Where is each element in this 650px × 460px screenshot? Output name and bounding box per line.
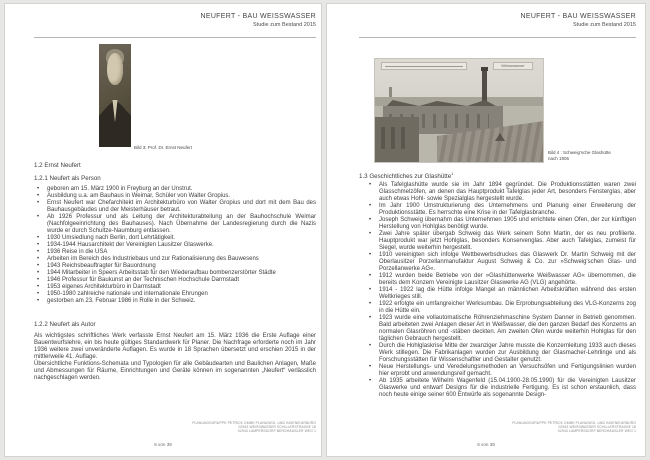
bullet-item: • Ausbildung u.a. am Bauhaus in Weimar, Schüler von Walter Gropius. xyxy=(34,193,316,200)
bullet-item: • 1922 erfolgte ein umfangreicher Werksumbau. Die Erprobungsabteilung des VLG-Konzerns zog in die Hütte ein. xyxy=(359,301,636,315)
bullet-item: • 1934-1944 Hausarchitekt der Vereinigten Lausitzer Glaswerke. xyxy=(34,242,316,249)
bullet-item: • 1923 wurde eine vollautomatische Röhrenziehmaschine System Danner in Betrieb genommen. Bald arbeiteten zwei Anlagen dieser Art in Weißwasser, die den ganzen Bedarf des Konzerns an normalen Glasröhren und -stäben deckten. Am zweiten Ofen wurde weiterhin Hohlglas für den täglichen Gebrauch hergestellt. xyxy=(359,315,636,343)
figure-caption-bild3: Bild 3: Prof. Dr. Ernst Neufert xyxy=(134,145,193,150)
section-heading-1-3 xyxy=(359,171,453,180)
bullet-item: • 1912 wurden beide Betriebe von der »Glashüttenwerke Weißwasser AG« übernommen, die bereits dem Konzern Vereinigte Lausitzer Glaswerke AG (VLG) angehörte. xyxy=(359,273,636,287)
ernst-neufert-portrait-photo xyxy=(99,44,131,147)
portrait-art xyxy=(107,53,124,85)
bullet-item: • 1930 Umsiedlung nach Berlin, dort Lehrtätigkeit. xyxy=(34,235,316,242)
document-page-5 xyxy=(4,3,322,457)
bullet-item: • Neue Herstellungs- und Veredelungsmethoden an Versuchsöfen und Fertigungslinien wurden hier erprobt und anwendungsreif gemacht. xyxy=(359,364,636,378)
bullet-item: • 1943 Reichsbeauftragter für Bauordnung xyxy=(34,263,316,270)
paragraph: Als wichtigstes schriftliches Werk verfasste Ernst Neufert am 15. März 1936 die Erste Auflage einer Bauentwurfslehre, ein bis heute gültiges Standardwerk für Planer. Die Nachfrage erforderte noch im Jahr 1936 weitere zwei unveränderte Auflagen. Es wurde in 18 Sprachen übersetzt und erschien 2015 in der mittlerweile 41. Auflage. xyxy=(34,333,316,360)
postcard-town-label: Weisswasser xyxy=(493,62,533,70)
page-footer xyxy=(192,421,316,434)
glashuette-postcard-photo xyxy=(374,58,544,163)
page-header-subtitle: Studie zum Bestand 2015 xyxy=(573,22,636,28)
bullet-item: • Im Jahr 1900 Umstrukturierung des Unternehmens und Planung einer Erweiterung der Produktionsstätte. Es herrschte eine Krise in der Tafelglasbranche. xyxy=(359,203,636,217)
footer-company: PLANUNGSGRUPPE PETRICK GMBH PLANUNGS- UND INGENIEURBÜRO xyxy=(512,421,636,425)
page-number: 6 von 39 xyxy=(477,442,495,447)
bullet-item: • 1944 Mitarbeiter in Speers Arbeitsstab für den Wiederaufbau bombenzerstörter Städte xyxy=(34,270,316,277)
figure-caption-line: Bild 4 : Schweig'sche Glashütte xyxy=(548,150,611,155)
bullet-item: • Als Tafelglashütte wurde sie im Jahr 1894 gegründet. Die Produktionsstätten waren zwei Glasschmelzöfen, an denen das Hauptprodukt Tafelglas jeder Art, besonders Fensterglas, aber auch etwas Hohl- sowie Spezialglas hergestellt wurde. xyxy=(359,182,636,203)
person-bullet-list xyxy=(34,186,316,305)
postcard-art xyxy=(375,117,419,163)
postcard-inscription-box xyxy=(381,62,467,70)
history-bullet-list xyxy=(359,182,636,399)
bullet-item: • Ernst Neufert war Chefarchitekt im Architekturbüro von Walter Gropius und dort mit dem Bau des Bauhausgebäudes und der Meisterhäuser betraut. xyxy=(34,200,316,214)
document-page-6 xyxy=(326,3,646,457)
postcard-art xyxy=(381,127,411,149)
bullet-item: • gestorben am 23. Februar 1986 in Rolle in der Schweiz. xyxy=(34,298,316,305)
bullet-item: • Ab 1926 Professur und als Leitung der Architekturabteilung an der Bauhochschule Weimar (Nachfolgeeinrichtung des Bauhauses). Nach Übernahme der Landesregierung durch die Nazis wurde er durch Schultze-Naumburg entlassen. xyxy=(34,214,316,235)
section-heading-text: 1.3 Geschichtliches zur Glashütte xyxy=(359,173,452,181)
footer-address-1: 02943 WEISSWASSER SCHILLERSTRASSE 18 xyxy=(238,425,316,430)
page-footer xyxy=(512,421,636,434)
paragraph: Übersichtliche Funktions-Schemata und Typologien für alle Gebäudearten und Baulichen Anlagen, Maße und Abmessungen für Räume, Einrichtungen und Geräte können im sogenannten „Neufert“ verlässlich nachgeschlagen werden. xyxy=(34,361,316,381)
bullet-item: • Durch die Hohlglaskrise Mitte der zwanziger Jahre musste die Konzernleitung 1933 auch dieses Werk stillegen. Die Fabrikanlagen wurden zur Ausbildung der Glasmacher-Lehrlinge und als Forschungsstätten für Wissenschaftler und Gestalter genutzt. xyxy=(359,343,636,364)
footnote-marker: 1 xyxy=(451,171,454,176)
bullet-item: • 1914 - 1922 lag die Hütte infolge Mangel an männlichen Arbeitskräften während des ersten Weltkrieges still. xyxy=(359,287,636,301)
section-heading-1-2: 1.2 Ernst Neufert xyxy=(34,162,81,169)
page-header-title: NEUFERT - BAU WEISSWASSER xyxy=(520,13,636,20)
subsection-heading-1-2-2: 1.2.2 Neufert als Autor xyxy=(34,321,96,328)
page-header-title: NEUFERT - BAU WEISSWASSER xyxy=(200,13,316,20)
postcard-art xyxy=(385,66,463,67)
footer-address-2: 02943 LAMPERSDORF BERGHÄUSLER WEG 1 xyxy=(557,429,636,434)
bullet-item: • Zwei Jahre später übergab Schweig das Werk seinem Sohn Martin, der es neu profilierte. Hauptprodukt war jetzt Hohlglas, besonders Konservenglas. Aber auch Tafelglas, zumeist für Siegel, wurde weiterhin hergestellt. xyxy=(359,231,636,252)
header-rule xyxy=(34,37,316,38)
footer-address-1: 02943 WEISSWASSER SCHILLERSTRASSE 18 xyxy=(558,425,636,430)
bullet-item: • 1946 Professur für Baukunst an der Technischen Hochschule Darmstadt xyxy=(34,277,316,284)
page-number: 5 von 39 xyxy=(154,442,172,447)
subsection-heading-1-2-1: 1.2.1 Neufert als Person xyxy=(34,175,101,182)
bullet-item: • geboren am 15. März 1900 in Freyburg an der Unstrut. xyxy=(34,186,316,193)
page-header-subtitle: Studie zum Bestand 2015 xyxy=(253,22,316,28)
figure-caption-bild4 xyxy=(548,150,640,161)
bullet-item: • 1950-1980 zahlreiche nationale und internationale Ehrungen xyxy=(34,291,316,298)
footer-address-2: 02943 LAMPERSDORF BERGHÄUSLER WEG 1 xyxy=(237,429,316,434)
bullet-item: • 1953 eigenes Architekturbüro in Darmstadt xyxy=(34,284,316,291)
footer-company: PLANUNGSGRUPPE PETRICK GMBH PLANUNGS- UND INGENIEURBÜRO xyxy=(192,421,316,425)
figure-caption-line: nach 1905 xyxy=(548,155,570,161)
bullet-item: • Ab 1935 arbeitete Wilhelm Wagenfeld (15.04.1900-28.05.1990) für die Vereinigten Lausitzer Glaswerke und entwarf Designs für die industrielle Fertigung. Es ist schon erstaunlich, dass noch heute einige seiner 600 Entwürfe als sogenannte Design- xyxy=(359,378,636,399)
bullet-item: • 1910 vereinigten sich infolge Wettbewerbsdruckes das Glaswerk Dr. Martin Schweig mit der Oberlausitzer Porzellanmanufaktur August Schweig & Co. zur »Schweig'schen Glas- und Porzellanwerke AG«. xyxy=(359,252,636,273)
bullet-item: • Joseph Schweig übernahm das Unternehmen 1905 und errichtete einen Ofen, der zur künftigen Herstellung von Hohlglas benötigt wurde. xyxy=(359,217,636,231)
bullet-item: • Arbeiten im Bereich des Industriebaus und zur Rationalisierung des Bauwesens xyxy=(34,256,316,263)
autor-paragraphs xyxy=(34,333,316,382)
bullet-item: • 1936 Reise in die USA xyxy=(34,249,316,256)
header-rule xyxy=(359,37,636,38)
